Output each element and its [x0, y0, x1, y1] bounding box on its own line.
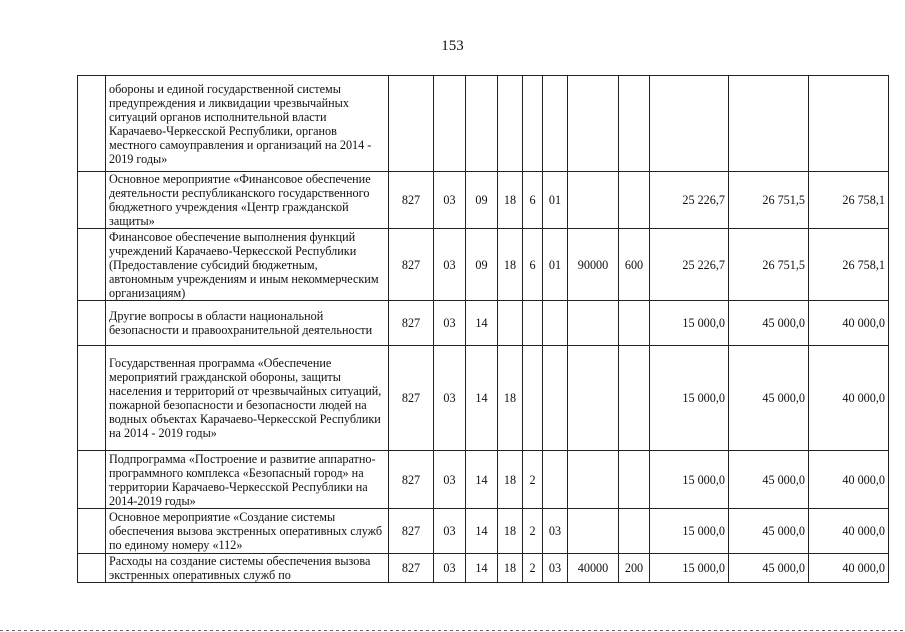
cell-p4	[568, 301, 619, 346]
cell-vr	[619, 301, 650, 346]
cell-ved: 827	[389, 301, 434, 346]
cell-pr: 14	[466, 509, 498, 554]
table-row	[78, 301, 889, 346]
cell-s2018: 45 000,0	[729, 451, 809, 509]
cell-p4: 40000	[568, 554, 619, 583]
cell-p1: 18	[498, 451, 523, 509]
cell-s2018: 26 751,5	[729, 229, 809, 301]
cell-p3: 03	[543, 509, 568, 554]
cell-pr: 14	[466, 554, 498, 583]
cell-p1	[498, 301, 523, 346]
cell-vr	[619, 509, 650, 554]
cell-pr: 14	[466, 451, 498, 509]
cell-rz: 03	[434, 346, 466, 451]
cell-s2017: 15 000,0	[650, 451, 729, 509]
cell-s2019: 40 000,0	[809, 554, 889, 583]
cell-name: Основное мероприятие «Создание системы обеспечения вызова экстренных оперативных служб по единому номеру «112»	[106, 509, 389, 554]
cell-s2017	[650, 76, 729, 172]
cell-s2018: 45 000,0	[729, 509, 809, 554]
cell-blank	[78, 172, 106, 229]
cell-rz	[434, 76, 466, 172]
cell-p2	[523, 76, 543, 172]
cell-rz: 03	[434, 172, 466, 229]
cell-p3	[543, 451, 568, 509]
cell-s2017: 15 000,0	[650, 554, 729, 583]
cell-p4	[568, 509, 619, 554]
cell-blank	[78, 451, 106, 509]
cell-vr	[619, 346, 650, 451]
cell-rz: 03	[434, 451, 466, 509]
cell-ved: 827	[389, 554, 434, 583]
cell-ved	[389, 76, 434, 172]
cell-p4	[568, 451, 619, 509]
cell-rz: 03	[434, 509, 466, 554]
cell-s2018: 45 000,0	[729, 301, 809, 346]
cell-p3: 01	[543, 229, 568, 301]
cell-vr	[619, 172, 650, 229]
cell-s2017: 15 000,0	[650, 346, 729, 451]
table-row	[78, 346, 889, 451]
cell-rz: 03	[434, 554, 466, 583]
page-bottom-edge	[0, 630, 905, 631]
cell-p3	[543, 76, 568, 172]
cell-name: Государственная программа «Обеспечение мероприятий гражданской обороны, защиты населения и территорий от чрезвычайных ситуаций, пожарной безопасности и безопасности людей на водных объектах Карачаево-Черкесской Республики на 2014 - 2019 годы»	[106, 346, 389, 451]
cell-blank	[78, 554, 106, 583]
cell-pr: 14	[466, 301, 498, 346]
cell-ved: 827	[389, 346, 434, 451]
cell-s2019: 40 000,0	[809, 301, 889, 346]
table-row	[78, 172, 889, 229]
cell-p4	[568, 172, 619, 229]
cell-blank	[78, 509, 106, 554]
cell-p4	[568, 346, 619, 451]
cell-vr: 600	[619, 229, 650, 301]
cell-vr	[619, 451, 650, 509]
cell-blank	[78, 76, 106, 172]
cell-p3: 03	[543, 554, 568, 583]
table-row	[78, 229, 889, 301]
cell-pr: 09	[466, 172, 498, 229]
cell-s2019	[809, 76, 889, 172]
budget-table	[77, 75, 889, 583]
cell-p3	[543, 346, 568, 451]
cell-p4	[568, 76, 619, 172]
cell-s2019: 26 758,1	[809, 172, 889, 229]
cell-name: Основное мероприятие «Финансовое обеспечение деятельности республиканского государственного бюджетного учреждения «Центр гражданской защиты»	[106, 172, 389, 229]
cell-p1: 18	[498, 229, 523, 301]
cell-s2019: 40 000,0	[809, 509, 889, 554]
cell-p1: 18	[498, 554, 523, 583]
cell-p1	[498, 76, 523, 172]
cell-blank	[78, 301, 106, 346]
cell-s2017: 25 226,7	[650, 172, 729, 229]
cell-name: Финансовое обеспечение выполнения функций учреждений Карачаево-Черкесской Республики (Предоставление субсидий бюджетным, автономным учреждениям и иным некоммерческим организациям)	[106, 229, 389, 301]
cell-s2019: 26 758,1	[809, 229, 889, 301]
cell-ved: 827	[389, 509, 434, 554]
cell-ved: 827	[389, 172, 434, 229]
cell-p2	[523, 301, 543, 346]
cell-s2018: 26 751,5	[729, 172, 809, 229]
cell-p1: 18	[498, 172, 523, 229]
cell-name: обороны и единой государственной системы предупреждения и ликвидации чрезвычайных ситуаций органов исполнительной власти Карачаево-Черкесской Республики, органов местного самоуправления и организаций на 2014 - 2019 годы»	[106, 76, 389, 172]
cell-s2017: 25 226,7	[650, 229, 729, 301]
cell-rz: 03	[434, 301, 466, 346]
cell-p2: 2	[523, 509, 543, 554]
cell-p4: 90000	[568, 229, 619, 301]
cell-ved: 827	[389, 229, 434, 301]
cell-p1: 18	[498, 346, 523, 451]
table-row	[78, 554, 889, 583]
cell-vr	[619, 76, 650, 172]
page-number: 153	[441, 38, 464, 54]
cell-s2018	[729, 76, 809, 172]
cell-p3: 01	[543, 172, 568, 229]
cell-pr: 09	[466, 229, 498, 301]
cell-s2017: 15 000,0	[650, 301, 729, 346]
cell-p2: 6	[523, 229, 543, 301]
cell-name: Другие вопросы в области национальной безопасности и правоохранительной деятельности	[106, 301, 389, 346]
cell-pr: 14	[466, 346, 498, 451]
cell-s2019: 40 000,0	[809, 346, 889, 451]
cell-p2: 2	[523, 451, 543, 509]
cell-vr: 200	[619, 554, 650, 583]
cell-name: Подпрограмма «Построение и развитие аппаратно-программного комплекса «Безопасный город» на территории Карачаево-Черкесской Республики на 2014-2019 годы»	[106, 451, 389, 509]
cell-s2017: 15 000,0	[650, 509, 729, 554]
cell-s2018: 45 000,0	[729, 346, 809, 451]
cell-blank	[78, 346, 106, 451]
cell-p2: 6	[523, 172, 543, 229]
cell-rz: 03	[434, 229, 466, 301]
cell-p2	[523, 346, 543, 451]
cell-blank	[78, 229, 106, 301]
cell-p3	[543, 301, 568, 346]
table-row	[78, 451, 889, 509]
cell-s2018: 45 000,0	[729, 554, 809, 583]
cell-p2: 2	[523, 554, 543, 583]
cell-name: Расходы на создание системы обеспечения вызова экстренных оперативных служб по	[106, 554, 389, 583]
cell-ved: 827	[389, 451, 434, 509]
cell-pr	[466, 76, 498, 172]
cell-s2019: 40 000,0	[809, 451, 889, 509]
table-row	[78, 509, 889, 554]
cell-p1: 18	[498, 509, 523, 554]
table-row	[78, 76, 889, 172]
